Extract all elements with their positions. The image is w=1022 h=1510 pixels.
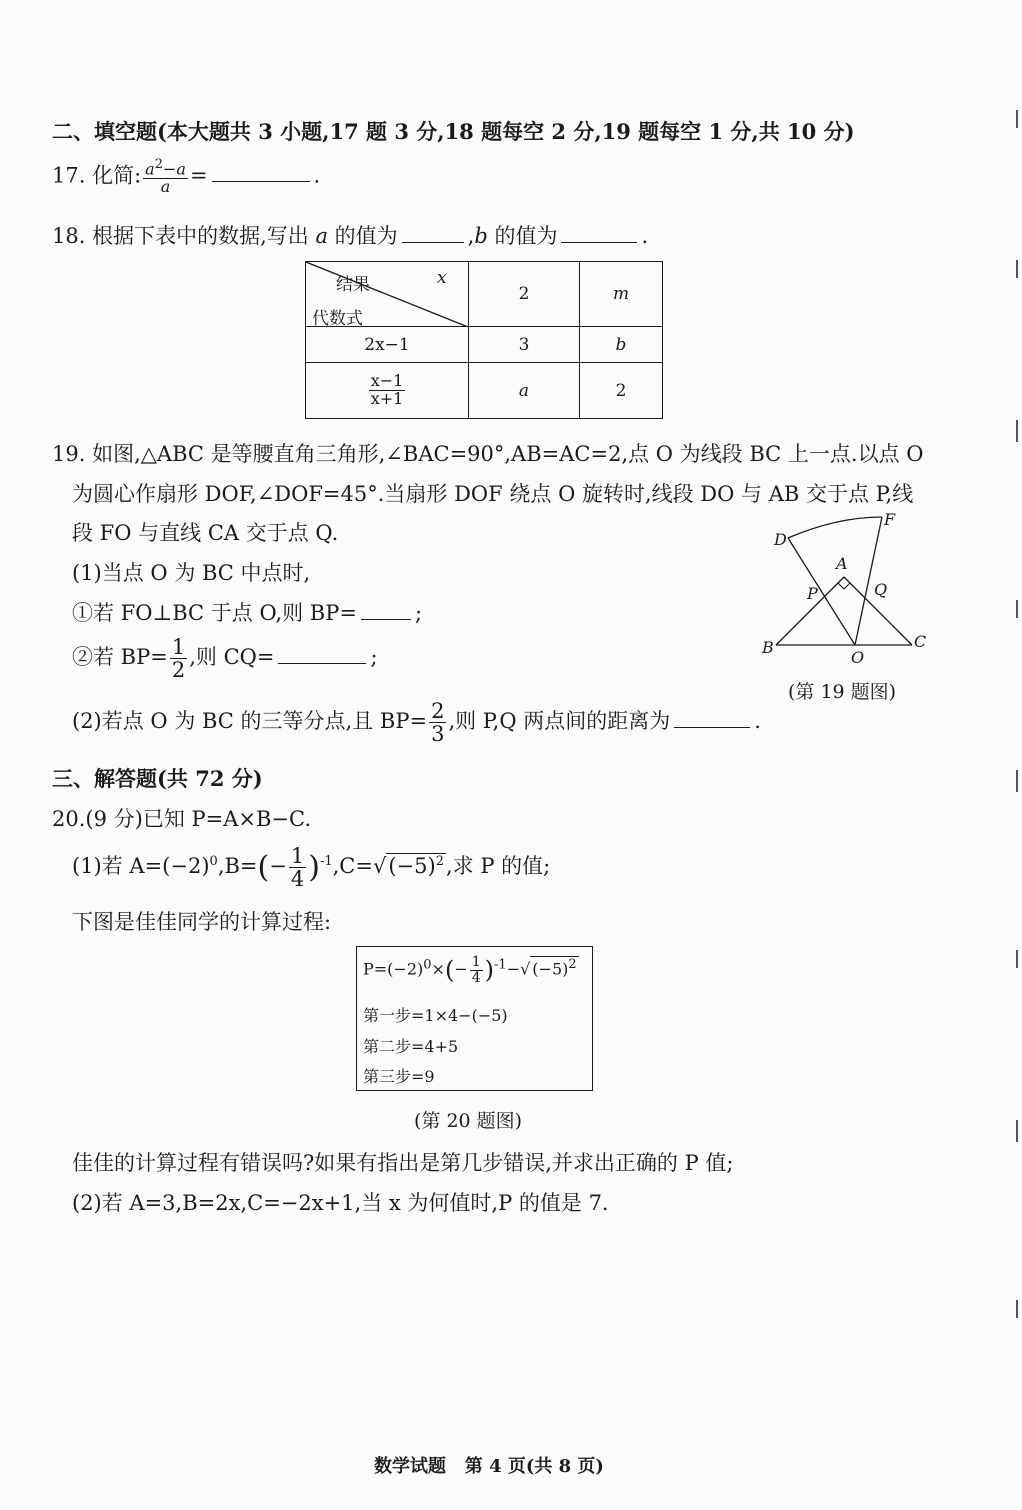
q20-intro: 20.(9 分)已知 P=A×B−C. <box>52 807 312 831</box>
col-header-2: m <box>580 262 663 327</box>
q18-blank-b[interactable] <box>561 224 637 243</box>
q19-line-2: 为圆心作扇形 DOF,∠DOF=45°.当扇形 DOF 绕点 O 旋转时,线段 DO 与 AB 交于点 P,线 <box>72 482 914 506</box>
question-18: 18. 根据下表中的数据,写出 a 的值为 ,b 的值为 . <box>52 224 649 248</box>
calc-step-3: 第三步=9 <box>363 1067 435 1086</box>
binding-mark <box>1016 1120 1018 1142</box>
label-q: Q <box>874 580 888 599</box>
label-f: F <box>884 510 896 529</box>
row2-value-1: a <box>469 363 580 419</box>
calc-step-1: 第一步=1×4−(−5) <box>363 1006 508 1025</box>
right-angle-mark <box>838 583 850 589</box>
binding-mark <box>1016 1300 1018 1318</box>
row2-value-2: 2 <box>580 363 663 419</box>
q19-line-1: 19. 如图,△ABC 是等腰直角三角形,∠BAC=90°,AB=AC=2,点 O 为线段 BC 上一点.以点 O <box>52 442 924 466</box>
label-c: C <box>914 632 927 651</box>
row1-value-2: b <box>580 327 663 363</box>
q19-blank-1a[interactable] <box>361 601 411 620</box>
q19-line-3: 段 FO 与直线 CA 交于点 Q. <box>72 521 339 545</box>
q20-calc-intro: 下图是佳佳同学的计算过程: <box>72 910 332 934</box>
calculation-box <box>356 946 593 1091</box>
header-x: x <box>437 268 447 288</box>
q18-table <box>305 261 663 419</box>
binding-mark <box>1016 600 1018 618</box>
table-header-diagonal-cell <box>306 262 469 327</box>
row1-expression: 2x−1 <box>306 327 469 363</box>
q19-part-1b: ②若 BP= $\frac{1}{2}$ ,则 CQ= ; <box>72 635 378 683</box>
q20-part-2: (2)若 A=3,B=2x,C=−2x+1,当 x 为何值时,P 的值是 7. <box>72 1191 609 1215</box>
label-d: D <box>774 530 787 549</box>
page-footer: 数学试题 第 4 页(共 8 页) <box>374 1456 604 1477</box>
label-p: P <box>807 584 818 603</box>
col-header-1: 2 <box>469 262 580 327</box>
figure-19-diagram <box>752 505 942 675</box>
row2-expression: $\frac{x-1}{x+1}$ <box>306 363 469 419</box>
q18-blank-a[interactable] <box>402 224 464 243</box>
binding-mark <box>1016 260 1018 278</box>
binding-mark <box>1016 770 1018 792</box>
label-o: O <box>851 648 865 667</box>
q20-part-1: (1)若 $A=(-2)^0,B=(-$ $\frac{1}{4}$ )$^{-1},C=√(-5)^2$,求 P 的值; <box>72 844 551 892</box>
section-3-header: 三、解答题(共 72 分) <box>52 766 263 791</box>
binding-mark <box>1016 420 1018 442</box>
q19-part-1: (1)当点 O 为 BC 中点时, <box>72 561 311 585</box>
q17-fraction: $\frac{a^2-a}{a}$ <box>145 157 186 197</box>
header-expression: 代数式 <box>312 309 363 329</box>
binding-mark <box>1016 950 1018 968</box>
q17-answer-blank[interactable] <box>212 163 310 182</box>
q19-part-1a: ①若 FO⊥BC 于点 O,则 BP= ; <box>72 601 423 625</box>
header-result: 结果 <box>336 275 370 295</box>
sector-arc <box>788 517 882 538</box>
row1-value-1: 3 <box>469 327 580 363</box>
question-17: 17. 化简: $\frac{a^2-a}{a}$ = . <box>52 157 321 197</box>
q17-label: 17. 化简: <box>52 163 142 188</box>
q19-part-2: (2)若点 O 为 BC 的三等分点,且 BP= $\frac{2}{3}$ ,则 P,Q 两点间的距离为 . <box>72 699 761 747</box>
q19-blank-2[interactable] <box>674 709 750 728</box>
label-b: B <box>762 638 774 657</box>
section-2-header: 二、填空题(本大题共 3 小题,17 题 3 分,18 题每空 2 分,19 题每空 1 分,共 10 分) <box>52 119 855 144</box>
calc-step-2: 第二步=4+5 <box>363 1037 459 1056</box>
q19-blank-1b[interactable] <box>278 645 366 664</box>
binding-mark <box>1016 110 1018 128</box>
q20-question: 佳佳的计算过程有错误吗?如果有指出是第几步错误,并求出正确的 P 值; <box>72 1151 734 1175</box>
label-a: A <box>836 554 848 573</box>
calc-line-0: $P=(-2)^0\times(-$ $\frac{1}{4}$ )$^{-1}$−√ $(-5)^2$ <box>363 954 577 986</box>
figure-20-caption: (第 20 题图) <box>414 1110 523 1132</box>
figure-19-caption: (第 19 题图) <box>788 681 897 703</box>
